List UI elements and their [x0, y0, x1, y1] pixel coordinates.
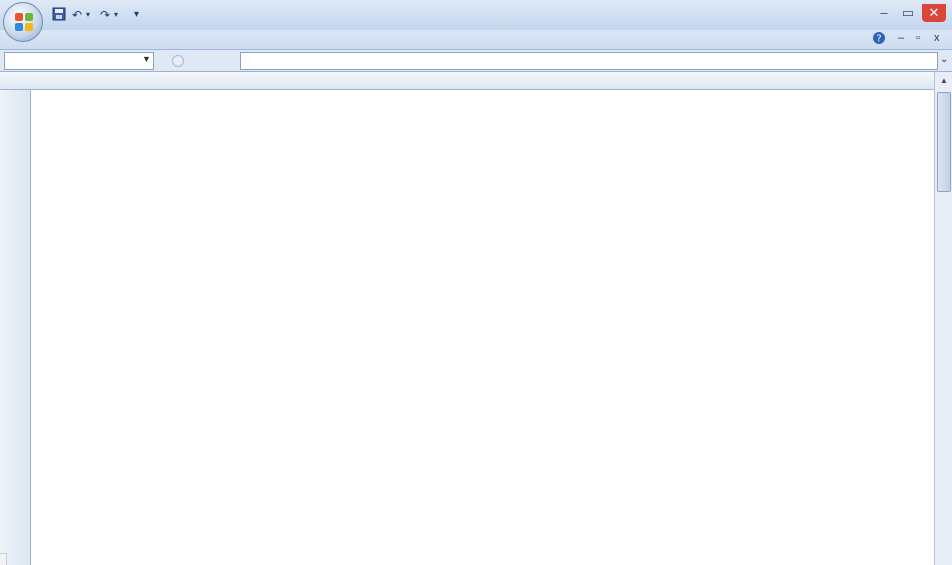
ribbon-minimize-icon[interactable]: –	[898, 32, 905, 44]
minimize-icon[interactable]: –	[880, 5, 888, 20]
undo-dropdown-icon[interactable]: ▾	[86, 10, 91, 19]
worksheet[interactable]	[31, 90, 934, 565]
office-button[interactable]	[3, 2, 43, 42]
redo-dropdown-icon[interactable]: ▾	[114, 10, 119, 19]
scroll-thumb[interactable]	[937, 92, 951, 192]
maximize-icon[interactable]: ▭	[901, 5, 915, 20]
expand-formula-bar-icon[interactable]: ⌄	[940, 54, 949, 65]
svg-text:?: ?	[876, 33, 882, 45]
customize-qat-icon[interactable]: ▾	[134, 9, 140, 20]
ribbon-tabs	[0, 30, 952, 50]
undo-icon[interactable]: ↶	[72, 8, 83, 22]
column-headers	[0, 72, 934, 90]
close-icon[interactable]: ✕	[922, 4, 946, 22]
office-logo-icon	[15, 13, 33, 31]
formula-bar-circle-icon	[172, 55, 184, 67]
scroll-up-icon[interactable]: ▲	[940, 76, 948, 85]
redo-icon[interactable]: ↷	[100, 8, 111, 22]
name-box[interactable]	[4, 52, 154, 70]
ribbon-restore-icon[interactable]: ▫	[916, 32, 920, 44]
save-icon[interactable]	[52, 7, 66, 23]
formula-bar	[0, 50, 952, 72]
formula-input[interactable]	[240, 52, 938, 70]
name-box-dropdown-icon[interactable]: ▼	[142, 54, 151, 64]
ribbon-close-icon[interactable]: x	[934, 32, 940, 44]
vertical-scrollbar[interactable]	[934, 72, 952, 565]
title-bar	[0, 0, 952, 30]
help-icon[interactable]	[872, 31, 886, 48]
row-headers	[0, 90, 31, 565]
status-url	[0, 553, 7, 565]
